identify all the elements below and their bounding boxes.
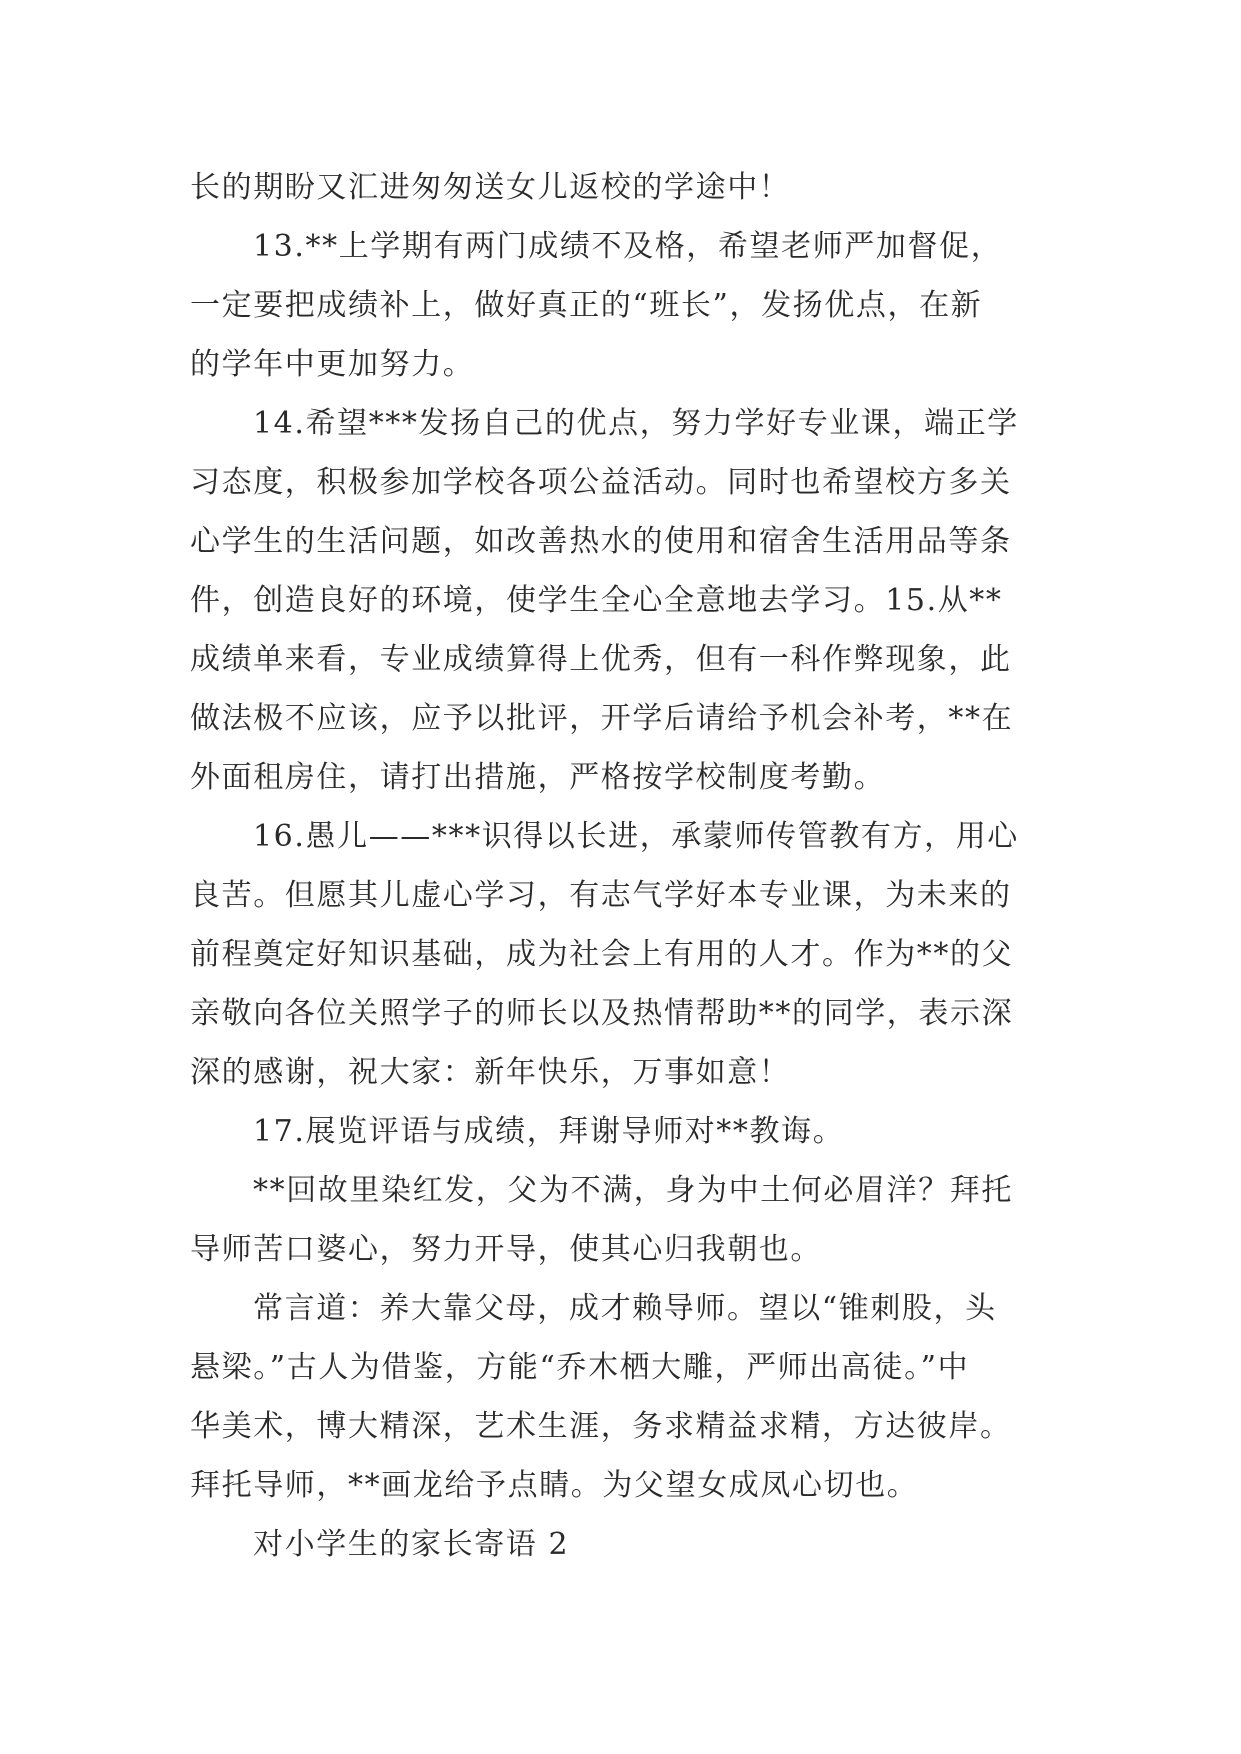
paragraph-16-start: 16.愚儿——***识得以长进，承蒙师传管教有方，用心 [253, 819, 1019, 854]
text-line: 深的感谢，祝大家：新年快乐，万事如意！ [190, 1055, 791, 1090]
text-line: 一定要把成绩补上，做好真正的“班长”，发扬优点，在新 [190, 288, 983, 323]
text-line: 外面租房住，请打出措施，严格按学校制度考勤。 [190, 760, 886, 795]
text-line: 拜托导师，**画龙给予点睛。为父望女成凤心切也。 [190, 1468, 919, 1503]
text-line: 的学年中更加努力。 [190, 347, 475, 382]
paragraph-14-start: 14.希望***发扬自己的优点，努力学好专业课，端正学 [253, 406, 1019, 441]
paragraph-start: **回故里染红发，父为不满，身为中土何必眉洋？拜托 [253, 1173, 1013, 1208]
text-line: 心学生的生活问题，如改善热水的使用和宿舍生活用品等条 [190, 524, 1012, 559]
section-heading: 对小学生的家长寄语 2 [253, 1527, 570, 1562]
document-body [190, 158, 1060, 1574]
paragraph-13-start: 13.**上学期有两门成绩不及格，希望老师严加督促， [253, 229, 1003, 264]
text-line: 华美术，博大精深，艺术生涯，务求精益求精，方达彼岸。 [190, 1409, 1012, 1444]
text-line: 良苦。但愿其儿虚心学习，有志气学好本专业课，为未来的 [190, 878, 1012, 913]
text-line: 成绩单来看，专业成绩算得上优秀，但有一科作弊现象，此 [190, 642, 1012, 677]
paragraph-17-start: 17.展览评语与成绩，拜谢导师对**教诲。 [253, 1114, 845, 1149]
text-line: 习态度，积极参加学校各项公益活动。同时也希望校方多关 [190, 465, 1012, 500]
text-line: 长的期盼又汇进匆匆送女儿返校的学途中！ [190, 170, 791, 205]
text-line: 亲敬向各位关照学子的师长以及热情帮助**的同学，表示深 [190, 996, 1014, 1031]
text-line: 悬梁。”古人为借鉴，方能“乔木栖大雕，严师出高徒。”中 [190, 1350, 970, 1385]
text-line: 前程奠定好知识基础，成为社会上有用的人才。作为**的父 [190, 937, 1014, 972]
text-line: 件，创造良好的环境，使学生全心全意地去学习。15.从** [190, 583, 1003, 618]
paragraph-start: 常言道：养大靠父母，成才赖导师。望以“锥刺股，头 [253, 1291, 997, 1326]
text-line: 做法极不应该，应予以批评，开学后请给予机会补考，**在 [190, 701, 1014, 736]
text-line: 导师苦口婆心，努力开导，使其心归我朝也。 [190, 1232, 822, 1267]
